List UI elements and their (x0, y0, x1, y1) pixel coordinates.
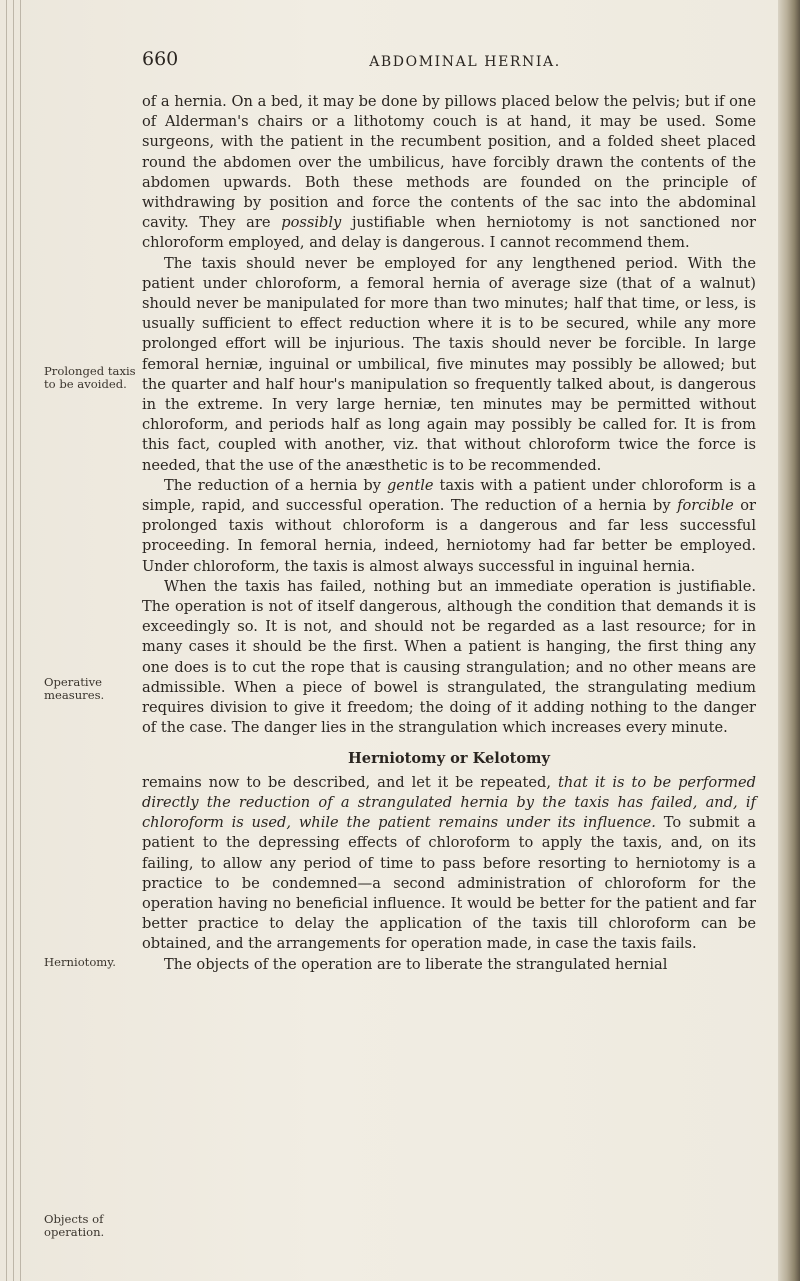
page-number: 660 (142, 48, 179, 70)
paragraph: The taxis should never be employed for any lengthened period. With the patient under chloroform, a femoral hernia of average size (that of a walnut) should never be manipulated for more than two minutes; half that time, or less, is usually sufficient to effect reduction where it is to be secured, while any more prolonged effort will be injurious. The taxis should never be forcible. In large femoral herniæ, inguinal or umbilical, five minutes may possibly be allowed; but the quarter and half hour's manipulation so frequently talked about, is dangerous in the extreme. In very large herniæ, ten minutes may be permitted without chloroform, and periods half as long again may possibly be called for. It is from this fact, coupled with another, viz. that without chloroform twice the force is needed, that the use of the anæsthetic is to be recommended. (142, 254, 756, 474)
paragraph: The reduction of a hernia by gentle taxis with a patient under chloroform is a simple, rapid, and successful operation. The reduction of a hernia by forcible or prolonged taxis without chloroform is a dangerous and far less successful proceeding. In femoral hernia, indeed, herniotomy had far better be employed. Under chloroform, the taxis is almost always successful in inguinal hernia. (142, 476, 757, 575)
gutter-line (20, 0, 21, 1281)
body-text (142, 92, 756, 975)
margin-note-prolonged-taxis: Prolonged taxis to be avoided. (44, 364, 136, 391)
section-heading: Herniotomy or Kelotomy (348, 749, 550, 767)
gutter-line (13, 0, 14, 1281)
paragraph: The objects of the operation are to liberate the strangulated hernial (164, 955, 668, 973)
page-header (120, 40, 770, 74)
margin-note-operative-measures: Operative measures. (44, 675, 105, 702)
running-title: ABDOMINAL HERNIA. (369, 54, 561, 70)
margin-note-herniotomy: Herniotomy. (44, 955, 116, 969)
gutter-line (6, 0, 7, 1281)
paragraph: remains now to be described, and let it be repeated, that it is to be performed directly the reduction of a strangulated hernia by the taxis has failed, and, if chloroform is used, while the patient remains under its influence. To submit a patient to the depressing effects of chloroform to apply the taxis, and, on its failing, to allow any period of time to pass before resorting to herniotomy is a practice to be condemned—a second administration of chloroform for the operation having no beneficial influence. It would be better for the patient and far better practice to delay the application of the taxis till chloroform can be obtained, and the arrangements for operation made, in case the taxis fails. (142, 773, 757, 953)
page-edge-shadow (778, 0, 800, 1281)
paragraph: When the taxis has failed, nothing but an immediate operation is justifiable. The operation is not of itself dangerous, although the condition that demands it is exceedingly so. It is not, and should not be regarded as a last resource; for in many cases it should be the first. When a patient is hanging, the first thing any one does is to cut the rope that is causing strangulation; and no other means are admissible. When a piece of bowel is strangulated, the strangulating medium requires division to give it freedom; the doing of it adding nothing to the danger of the case. The danger lies in the strangulation which increases every minute. (142, 577, 756, 737)
paragraph: of a hernia. On a bed, it may be done by pillows placed below the pelvis; but if one of Alderman's chairs or a lithotomy couch is at hand, it may be used. Some surgeons, with the patient in the recumbent position, and a folded sheet placed round the abdomen over the umbilicus, have forcibly drawn the contents of the abdomen upwards. Both these methods are founded on the principle of withdrawing by position and force the contents of the sac into the abdominal cavity. They are possibly justifiable when herniotomy is not sanctioned nor chloroform employed, and delay is dangerous. I cannot recommend them. (142, 93, 757, 252)
margin-note-objects: Objects of operation. (44, 1212, 105, 1239)
